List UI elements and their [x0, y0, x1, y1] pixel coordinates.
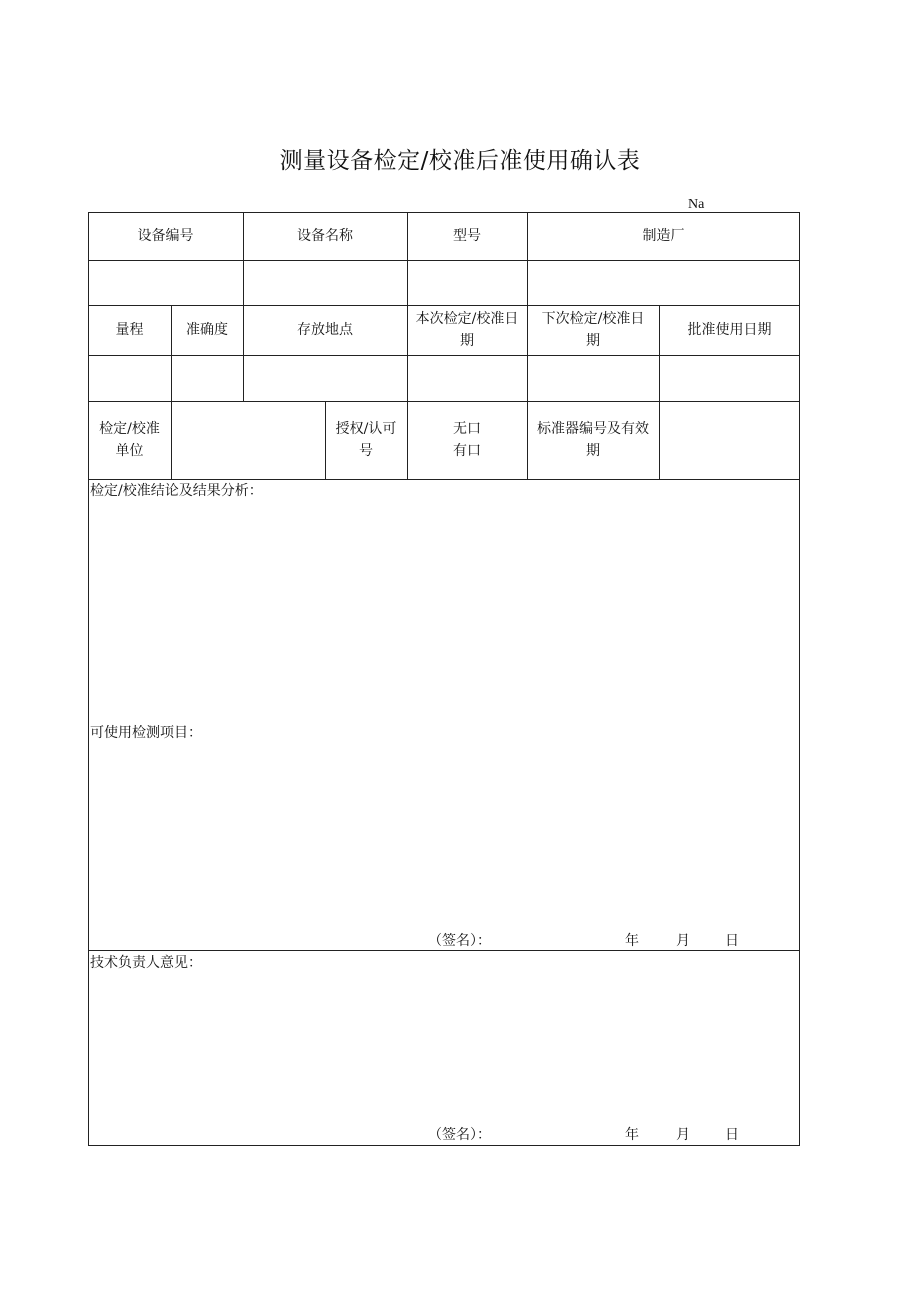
document-number-label: Na: [688, 197, 705, 212]
header-accuracy: 准确度: [186, 322, 228, 338]
header-approved-use-date: 批准使用日期: [687, 322, 772, 338]
tech-opinion-label: 技术负责人意见：: [90, 955, 202, 971]
authorization-number-label: 授权/认可号: [335, 421, 397, 459]
option-none-checkbox[interactable]: 无口: [453, 421, 481, 437]
equipment-id-field[interactable]: [88, 260, 243, 305]
accuracy-field[interactable]: [171, 355, 243, 401]
signature-label: （签名）：: [428, 1127, 491, 1143]
day-label: 日: [725, 1127, 739, 1143]
usable-items-label: 可使用检测项目：: [90, 725, 202, 741]
header-next-calibration-date: 下次检定/校准日期: [541, 311, 645, 349]
range-field[interactable]: [88, 355, 171, 401]
calibration-unit-field[interactable]: [171, 401, 325, 479]
month-label: 月: [676, 933, 690, 949]
header-current-calibration-date: 本次检定/校准日期: [415, 311, 519, 349]
year-label: 年: [625, 1127, 639, 1143]
row-divider: [88, 479, 800, 480]
confirmation-form: [88, 212, 800, 1146]
header-equipment-id: 设备编号: [137, 228, 194, 244]
signature-label: （签名）：: [428, 933, 491, 949]
storage-location-field[interactable]: [243, 355, 407, 401]
document-title: 测量设备检定/校准后准使用确认表: [279, 148, 641, 174]
header-model: 型号: [453, 228, 481, 244]
equipment-name-field[interactable]: [243, 260, 407, 305]
calibration-unit-label: 检定/校准单位: [99, 421, 160, 459]
month-label: 月: [676, 1127, 690, 1143]
conclusion-label: 检定/校准结论及结果分析：: [90, 483, 263, 499]
authorization-options: [407, 401, 527, 479]
next-calibration-date-field[interactable]: [527, 355, 659, 401]
header-storage-location: 存放地点: [297, 322, 353, 338]
approved-use-date-field[interactable]: [659, 355, 800, 401]
header-equipment-name: 设备名称: [297, 228, 353, 244]
year-label: 年: [625, 933, 639, 949]
current-calibration-date-field[interactable]: [407, 355, 527, 401]
standard-id-validity-label: 标准器编号及有效期: [537, 421, 649, 459]
option-have-checkbox[interactable]: 有口: [453, 443, 481, 459]
day-label: 日: [725, 933, 739, 949]
standard-id-validity-field[interactable]: [659, 401, 800, 479]
header-manufacturer: 制造厂: [642, 228, 685, 244]
model-field[interactable]: [407, 260, 527, 305]
header-range: 量程: [115, 322, 144, 338]
manufacturer-field[interactable]: [527, 260, 800, 305]
